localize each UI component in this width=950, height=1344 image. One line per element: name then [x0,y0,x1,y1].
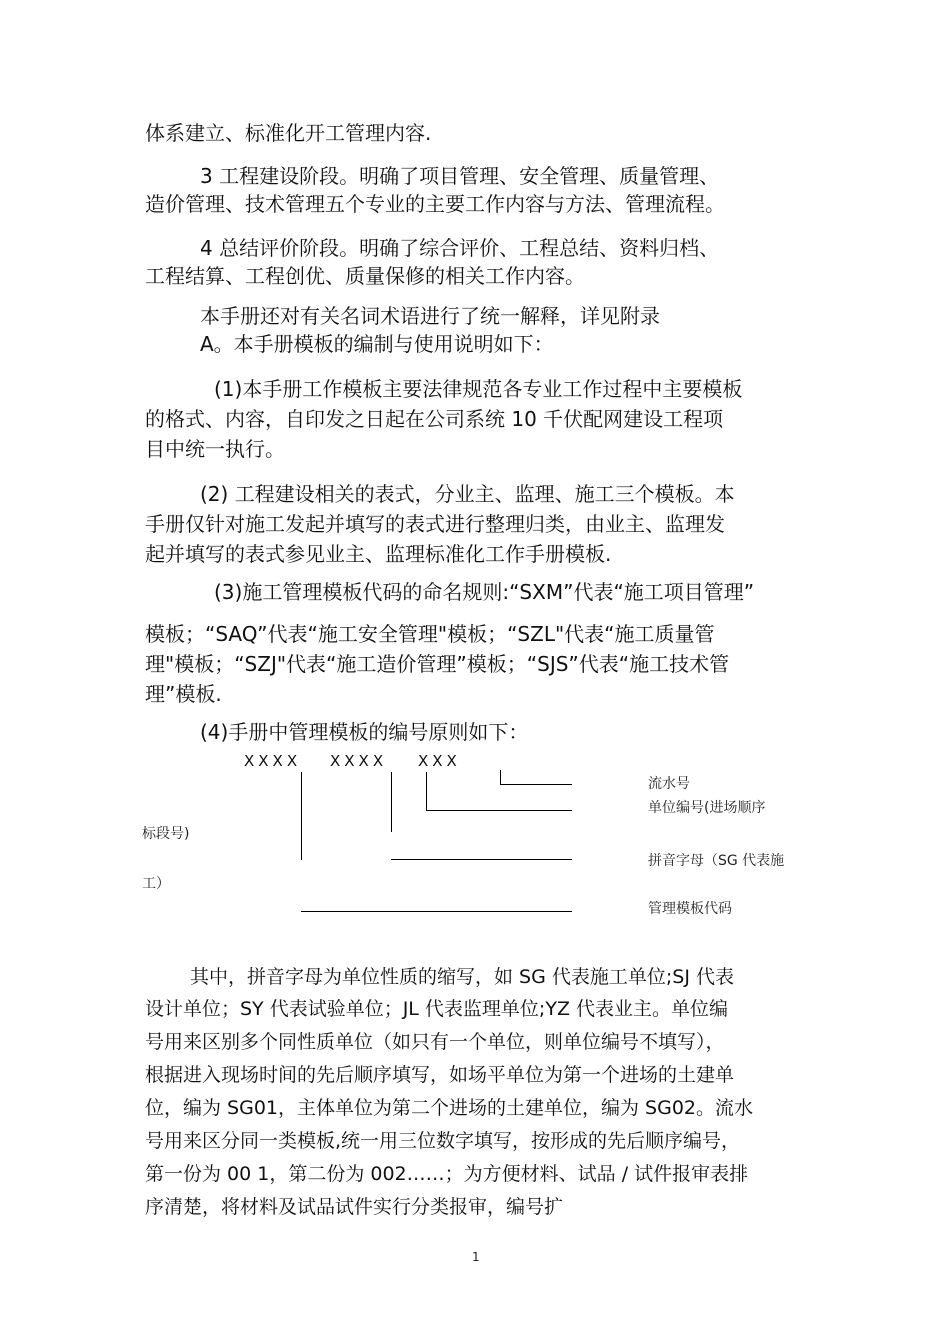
text-line: 设计单位；SY 代表试验单位；JL 代表监理单位;YZ 代表业主。单位编 [145,998,728,1020]
unit-connector-v [426,772,427,810]
text-line: 工程结算、工程创优、质量保修的相关工作内容。 [145,264,585,288]
page-number: 1 [472,1250,480,1264]
text-line: 理”模板. [145,682,222,706]
label-serial: 流水号 [648,776,690,792]
text-line: 3 工程建设阶段。明确了项目管理、安全管理、质量管理、 [200,164,720,188]
text-line: 4 总结评价阶段。明确了综合评价、工程总结、资料归档、 [200,236,720,260]
code-template: XXXX [244,752,302,770]
text-line: 起并填写的表式参见业主、监理标准化工作手册模板. [145,542,612,566]
text-line: (2) 工程建设相关的表式，分业主、监理、施工三个模板。本 [200,482,735,506]
text-line: (4)手册中管理模板的编号原则如下： [200,720,529,744]
template-connector-v [301,772,302,860]
text-line: 本手册还对有关名词术语进行了统一解释，详见附录 [200,304,660,328]
label-template-code: 管理模板代码 [648,901,732,917]
pinyin-connector-v [391,772,392,832]
text-line: 理"模板；“SZJ"代表“施工造价管理”模板；“SJS”代表“施工技术管 [145,652,730,676]
text-line: 目中统一执行。 [145,437,285,461]
text-line: 体系建立、标准化开工管理内容. [145,121,432,145]
unit-connector-h [426,810,572,811]
text-line: 造价管理、技术管理五个专业的主要工作内容与方法、管理流程。 [145,192,725,216]
text-line: 根据进入现场时间的先后顺序填写，如场平单位为第一个进场的土建单 [145,1064,735,1086]
label-unit-number-cont: 标段号) [142,826,190,842]
text-line: 模板；“SAQ”代表“施工安全管理"模板；“SZL"代表“施工质量管 [145,622,715,646]
label-pinyin-cont: 工） [142,876,170,892]
serial-connector-h [500,784,572,785]
label-unit-number: 单位编号(进场顺序 [648,800,766,816]
text-line: 位，编为 SG01，主体单位为第二个进场的土建单位，编为 SG02。流水 [145,1097,754,1119]
text-line: (1)本手册工作模板主要法律规范各专业工作过程中主要模板 [214,377,743,401]
text-line: A。本手册模板的编制与使用说明如下： [200,332,554,356]
label-pinyin: 拼音字母（SG 代表施 [648,853,785,869]
pinyin-connector-h [391,859,572,860]
code-pinyin: XXXX [330,752,388,770]
text-line: 号用来区分同一类模板,统一用三位数字填写，按形成的先后顺序编号， [145,1130,741,1152]
text-line: 序清楚，将材料及试品试件实行分类报审，编号扩 [145,1196,564,1218]
template-connector-h [301,911,572,912]
text-line: 号用来区别多个同性质单位（如只有一个单位，则单位编号不填写）， [145,1031,725,1053]
text-line: (3)施工管理模板代码的命名规则:“SXM”代表“施工项目管理” [214,580,755,604]
serial-connector-v [500,770,501,784]
text-line: 其中，拼音字母为单位性质的缩写，如 SG 代表施工单位;SJ 代表 [190,966,734,988]
text-line: 手册仅针对施工发起并填写的表式进行整理归类，由业主、监理发 [145,512,725,536]
text-line: 第一份为 00 1，第二份为 002……；为方便材料、试品 / 试件报审表排 [145,1163,749,1185]
text-line: 的格式、内容，自印发之日起在公司系统 10 千伏配网建设工程项 [145,407,724,431]
code-unit: XXX [418,752,461,770]
